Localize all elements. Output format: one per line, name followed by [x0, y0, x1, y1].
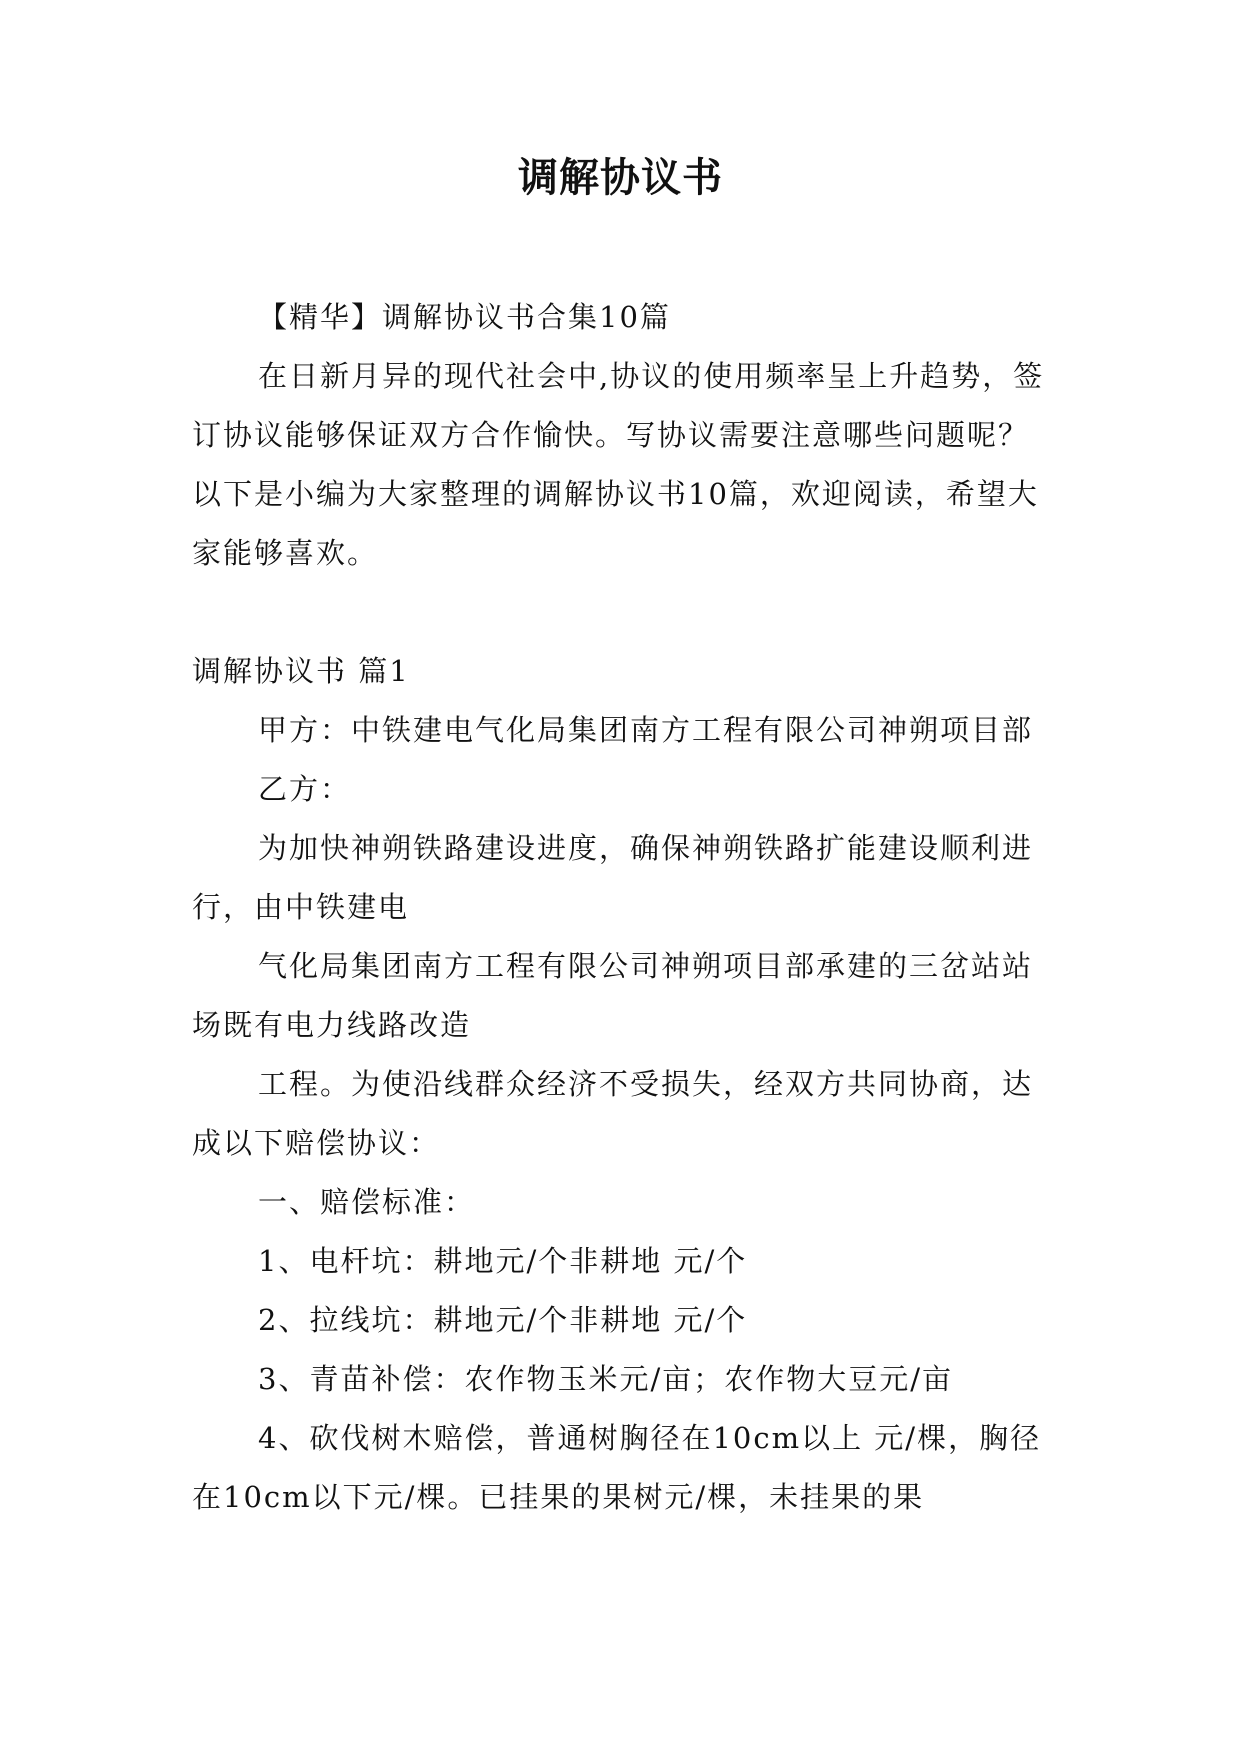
paragraph-3: 工程。为使沿线群众经济不受损失，经双方共同协商，达成以下赔偿协议： [192, 1067, 1034, 1160]
intro-subtitle: 【精华】调解协议书合集10篇 [258, 300, 671, 334]
section-heading: 调解协议书 篇1 [192, 654, 410, 688]
party-b: 乙方： [258, 772, 352, 806]
standard-item-1: 1、电杆坑：耕地元/个非耕地 元/个 [258, 1244, 748, 1278]
standard-item-3: 3、青苗补偿：农作物玉米元/亩；农作物大豆元/亩 [258, 1362, 953, 1396]
section-gap [192, 583, 1052, 642]
document-body [192, 288, 1052, 1527]
paragraph-1: 为加快神朔铁路建设进度，确保神朔铁路扩能建设顺利进行，由中铁建电 [192, 831, 1034, 924]
intro-paragraph: 在日新月异的现代社会中,协议的使用频率呈上升趋势，签订协议能够保证双方合作愉快。写协议需要注意哪些问题呢？以下是小编为大家整理的调解协议书10篇，欢迎阅读，希望大家能够喜欢。 [192, 359, 1045, 570]
document-title: 调解协议书 [518, 154, 723, 201]
paragraph-2: 气化局集团南方工程有限公司神朔项目部承建的三岔站站场既有电力线路改造 [192, 949, 1034, 1042]
standard-item-2: 2、拉线坑：耕地元/个非耕地 元/个 [258, 1303, 748, 1337]
standard-item-4: 4、砍伐树木赔偿，普通树胸径在10cm以上 元/棵，胸径在10cm以下元/棵。已挂果的果树元/棵，未挂果的果 [192, 1421, 1042, 1514]
standard-heading: 一、赔偿标准： [258, 1185, 476, 1219]
party-a: 甲方：中铁建电气化局集团南方工程有限公司神朔项目部 [258, 713, 1034, 747]
